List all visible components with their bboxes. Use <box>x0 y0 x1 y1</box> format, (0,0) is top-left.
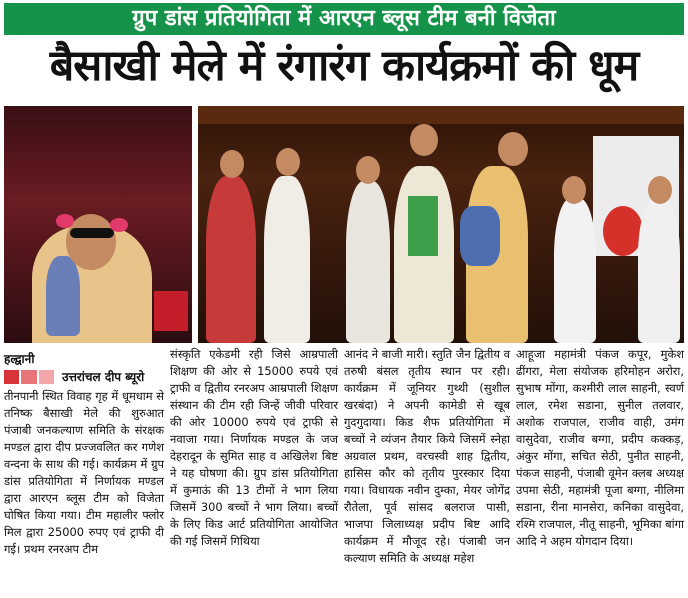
kicker-banner: ग्रुप डांस प्रतियोगिता में आरएन ब्लूस टीम बनी विजेता <box>4 3 684 35</box>
byline-color-bar <box>4 370 56 384</box>
article-column-4: आहूजा महामंत्री पंकज कपूर, मुकेश ढींगरा, मेला संयोजक हरिमोहन अरोरा, सुभाष मोंगा, कश्मीरी लाल साहनी, स्वर्ण लाल, रमेश सडाना, सुनील तलवार, अशोक राजपाल, राजीव वाही, उमंग वासुदेवा, राजीव बग्गा, प्रदीप कक्कड़, अंकुर मोंगा, सचित सेठी, पुनीत साहनी, पंकज साहनी, पंजाबी वूमेन क्लब अध्यक्ष उपमा सेठी, महामंत्री पूजा बग्गा, नीलिमा सडाना, रीना मानसेरा, कनिका वासुदेवा, रश्मि राजपाल, नीतू साहनी, भूमिका बांगा आदि ने अहम योगदान दिया। <box>516 347 684 548</box>
article-column-3: आनंद ने बाजी मारी। स्तुति जैन द्वितीय व तरुषी बंसल तृतीय स्थान पर रही। कार्यक्रम में जूनियर गुथ्थी (सुशील खरबंदा) ने अपनी कामेडी से खूब गुदगुदाया। किड शैफ प्रतियोगिता में बच्चों ने व्यंजन तैयार किये जिसमें स्नेहा अग्रवाल प्रथम, वरचस्वी शाह द्वितीय, हासिस कौर को तृतीय पुरस्कार दिया गया। विधायक नवीन दुम्का, मेयर जोगेंद्र रौतेला, पूर्व सांसद बलराज पासी, भाजपा जिलाध्यक्ष प्रदीप बिष्ट आदि कार्यक्रम में मौजूद रहे। पंजाबी जन कल्याण समिति के अध्यक्ष महेश <box>344 347 510 565</box>
byline: उत्तरांचल दीप ब्यूरो <box>62 370 145 384</box>
photo-stage-group <box>198 106 684 343</box>
dateline: हल्द्वानी <box>4 352 35 366</box>
article-column-1: तीनपानी स्थित विवाह गृह में धूमधाम से तनिष्क बैसाखी मेले की शुरुआत पंजाबी जनकल्याण समिति के संरक्षक मण्डल द्वारा दीप प्रज्जवलित कर गणेश वन्दना के साथ की गई। कार्यक्रम में ग्रुप डांस प्रतियोगिता में निर्णायक मण्डल द्वारा आरएन ब्लूस टीम को विजेता घोषित किया गया। टीम महालीर फ्लोर मिल द्वारा 25000 रुपए एवं ट्राफी दी गई। प्रथम रनरअप टीम <box>4 389 164 556</box>
headline: बैसाखी मेले में रंगारंग कार्यक्रमों की धूम <box>49 41 639 91</box>
article-column-2: संस्कृति एकेडमी रही जिसे आम्रपाली शिक्षण की ओर से 15000 रुपये एवं ट्राफी व द्वितीय रनरअप आम्रपाली शिक्षण संस्थान की टीम रही जिन्हें जीवी परिवार की ओर 10000 रुपये एवं ट्राफी से नवाजा गया। निर्णायक मण्डल के जज देहरादून के सुमित साह व अखिलेश बिष्ट ने यह घोषणा की। ग्रुप डांस प्रतियोगिता में कुमाऊं की 13 टीमों ने भाग लिया जिसमें 300 बच्चों ने भाग लिया। बच्चों के लिए किड आर्ट प्रतियोगिता आयोजित की गई जिसमें गिथिया <box>170 347 338 548</box>
photo-performer <box>4 106 192 343</box>
